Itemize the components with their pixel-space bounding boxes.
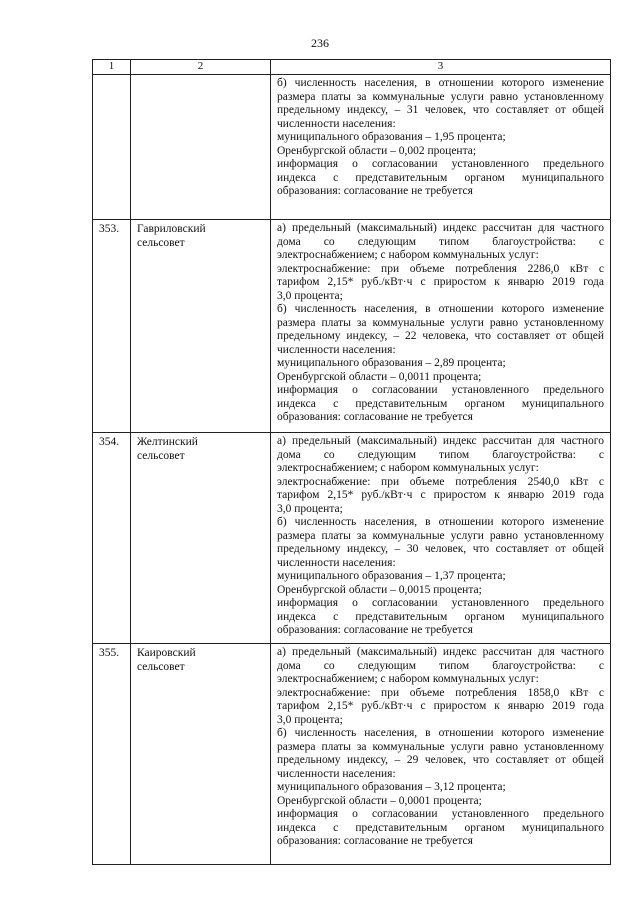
text-line: муниципального образования – 2,89 процента; <box>277 357 506 369</box>
municipality-name <box>131 644 271 865</box>
text-line: тарифом 2,15* руб./кВт·ч с приростом к январю 2019 года <box>277 489 604 501</box>
text-line: тарифом 2,15* руб./кВт·ч с приростом к январю 2019 года <box>277 276 604 288</box>
header-col-1: 1 <box>93 60 131 75</box>
text-line: информация о согласовании установленного предельного <box>277 384 604 396</box>
row-number: 355. <box>93 644 131 865</box>
text-line: 3,0 процента; <box>277 713 343 726</box>
cell-text <box>271 644 611 865</box>
text-line: Оренбургской области – 0,002 процента; <box>277 144 477 157</box>
text-line: индекса с представительным органом муниципального <box>277 610 604 623</box>
page-number: 236 <box>311 36 329 50</box>
text-line: Оренбургской области – 0,0011 процента; <box>277 370 482 383</box>
text-line: дома со следующим типом благоустройства: с <box>277 659 604 672</box>
text-line: б) численность населения, в отношении которого изменение <box>277 303 604 315</box>
table-header-row <box>93 60 611 75</box>
text-line: 3,0 процента; <box>277 502 343 515</box>
table-row-continuation <box>93 75 611 220</box>
text-line: муниципального образования – 1,37 процента; <box>277 570 506 582</box>
text-line: размера платы за коммунальные услуги равно установленному <box>277 740 604 753</box>
text-line: электроснабжением; с набором коммунальных услуг: <box>277 673 539 685</box>
row-number: 353. <box>93 220 131 433</box>
municipality-name <box>131 433 271 644</box>
text-line: дома со следующим типом благоустройства: с <box>277 235 604 248</box>
header-col-3: 3 <box>271 60 611 75</box>
row-number: 354. <box>93 433 131 644</box>
cell-text <box>271 220 611 433</box>
municipality-name <box>131 220 271 433</box>
municipality-name-line: сельсовет <box>137 236 185 249</box>
text-line: Оренбургской области – 0,0015 процента; <box>277 583 482 596</box>
text-line: электроснабжением; с набором коммунальных услуг: <box>277 249 539 261</box>
header-col-2: 2 <box>131 60 271 75</box>
table-row <box>93 644 611 865</box>
text-line: размера платы за коммунальные услуги равно установленному <box>277 529 604 542</box>
cell-text <box>271 433 611 644</box>
table-row <box>93 220 611 433</box>
text-line: дома со следующим типом благоустройства: с <box>277 448 604 461</box>
text-line: образования: согласование не требуется <box>277 185 473 197</box>
text-line: численности населения: <box>277 767 396 780</box>
text-line: Оренбургской области – 0,0001 процента; <box>277 794 482 807</box>
document-table <box>92 59 611 865</box>
text-line: 3,0 процента; <box>277 289 343 302</box>
text-line: б) численность населения, в отношении которого изменение <box>277 77 604 89</box>
text-line: образования: согласование не требуется <box>277 835 473 847</box>
municipality-name-line: Гавриловский <box>137 223 206 235</box>
text-line: муниципального образования – 3,12 процента; <box>277 781 506 793</box>
text-line: образования: согласование не требуется <box>277 624 473 636</box>
text-line: предельному индексу, – 30 человек, что составляет от общей <box>277 543 604 555</box>
cell-text-continuation <box>271 75 611 220</box>
text-line: электроснабжение: при объеме потребления 2286,0 кВт с <box>277 262 604 275</box>
municipality-name-line: сельсовет <box>137 660 185 673</box>
municipality-name-line: сельсовет <box>137 449 185 462</box>
cell-number-empty <box>93 75 131 220</box>
text-line: численности населения: <box>277 117 396 130</box>
text-line: образования: согласование не требуется <box>277 411 473 423</box>
text-line: численности населения: <box>277 556 396 569</box>
text-line: предельному индексу, – 22 человека, что составляет от общей <box>277 330 604 342</box>
text-line: электроснабжение: при объеме потребления 2540,0 кВт с <box>277 475 604 488</box>
text-line: б) численность населения, в отношении которого изменение <box>277 727 604 739</box>
cell-name-empty <box>131 75 271 220</box>
table-row <box>93 433 611 644</box>
text-line: а) предельный (максимальный) индекс рассчитан для частного <box>277 222 604 234</box>
text-line: тарифом 2,15* руб./кВт·ч с приростом к январю 2019 года <box>277 700 604 712</box>
text-line: предельному индексу, – 29 человек, что составляет от общей <box>277 754 604 766</box>
text-line: индекса с представительным органом муниципального <box>277 397 604 410</box>
text-line: индекса с представительным органом муниципального <box>277 171 604 184</box>
text-line: индекса с представительным органом муниципального <box>277 821 604 834</box>
text-line: информация о согласовании установленного предельного <box>277 597 604 609</box>
text-line: размера платы за коммунальные услуги равно установленному <box>277 316 604 329</box>
text-line: электроснабжением; с набором коммунальных услуг: <box>277 462 539 474</box>
text-line: размера платы за коммунальные услуги равно установленному <box>277 90 604 103</box>
text-line: электроснабжение: при объеме потребления 1858,0 кВт с <box>277 686 604 699</box>
text-line: а) предельный (максимальный) индекс рассчитан для частного <box>277 646 604 658</box>
text-line: информация о согласовании установленного предельного <box>277 808 604 820</box>
text-line: муниципального образования – 1,95 процента; <box>277 131 506 143</box>
text-line: информация о согласовании установленного предельного <box>277 158 604 170</box>
text-line: численности населения: <box>277 343 396 356</box>
text-line: б) численность населения, в отношении которого изменение <box>277 516 604 528</box>
text-line: а) предельный (максимальный) индекс рассчитан для частного <box>277 435 604 447</box>
text-line: предельному индексу, – 31 человек, что составляет от общей <box>277 104 604 116</box>
municipality-name-line: Желтинский <box>137 436 198 448</box>
municipality-name-line: Каировский <box>137 647 196 659</box>
